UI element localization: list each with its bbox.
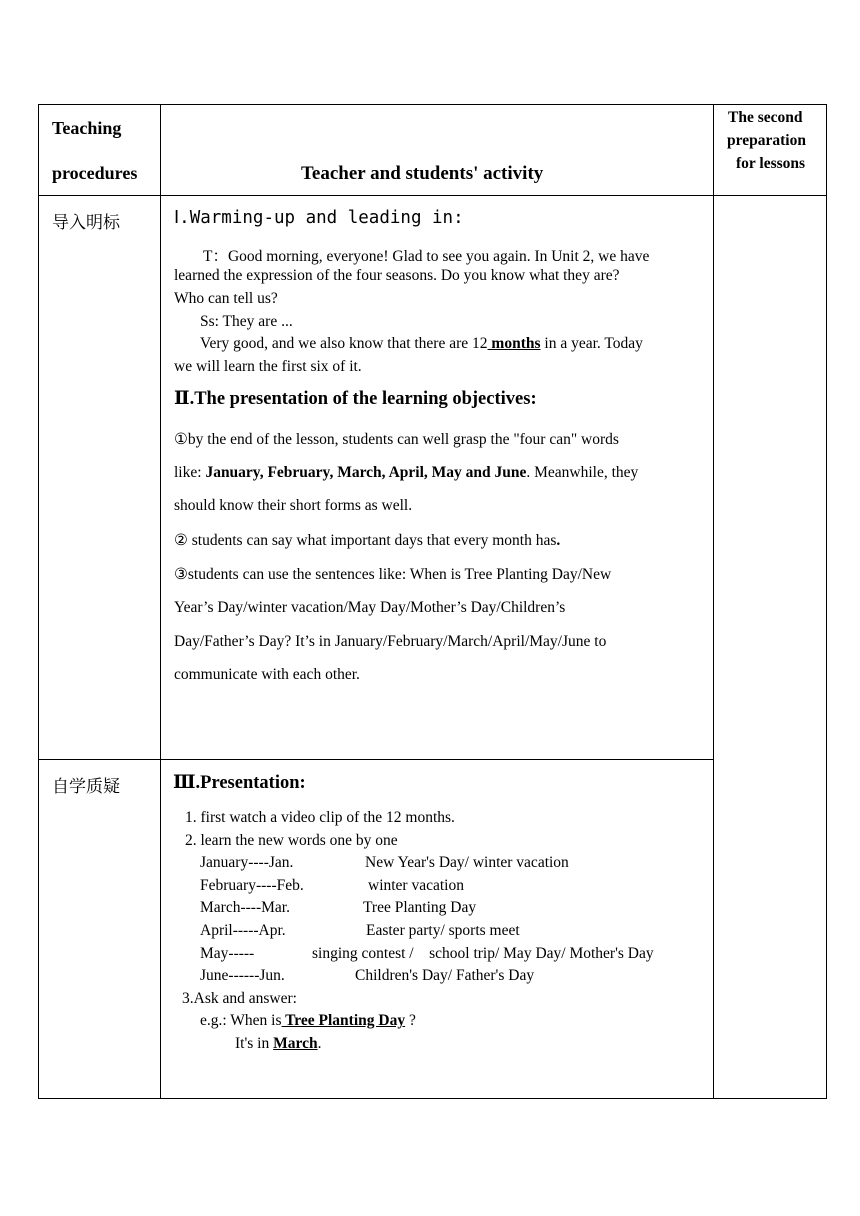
example-q-suffix: ? <box>405 1012 416 1029</box>
section3-title: Ⅲ.Presentation: <box>173 773 306 793</box>
days-feb: winter vacation <box>368 877 464 894</box>
month-mar: March----Mar. <box>200 899 290 916</box>
example-q-prefix: e.g.: When is <box>200 1012 282 1029</box>
header-second-prep-line3: for lessons <box>736 155 806 172</box>
objective-1-months: January, February, March, April, May and June <box>205 464 527 481</box>
row-divider-header <box>38 195 827 196</box>
month-apr: April-----Apr. <box>200 922 286 939</box>
days-may: singing contest / school trip/ May Day/ Mother's Day <box>312 945 654 962</box>
column-divider-1 <box>160 104 161 1099</box>
dialogue-line-1: T：Good morning, everyone! Glad to see you again. In Unit 2, we have <box>203 248 650 265</box>
dialogue-line-4: Ss: They are ... <box>200 313 293 330</box>
days-apr: Easter party/ sports meet <box>366 922 520 939</box>
dialogue-line-5 <box>200 335 643 353</box>
month-may: May----- <box>200 945 255 962</box>
section1-title: Ⅰ.Warming-up and leading in: <box>174 208 464 228</box>
header-procedures-line2: procedures <box>52 163 138 183</box>
dialogue-line-3: Who can tell us? <box>174 290 278 307</box>
month-jan: January----Jan. <box>200 854 294 871</box>
column-divider-2 <box>713 104 714 1099</box>
procedure-label-row2: 自学质疑 <box>52 777 120 797</box>
header-second-prep-line2: preparation <box>727 132 806 149</box>
example-a-prefix: It's in <box>235 1035 274 1052</box>
objective-3-line-b: Year’s Day/winter vacation/May Day/Mother’s Day/Children’s <box>174 599 566 616</box>
example-q-keyword: Tree Planting Day <box>281 1012 406 1029</box>
example-a-suffix: . <box>317 1035 322 1052</box>
days-jun: Children's Day/ Father's Day <box>355 967 535 984</box>
objective-1-suffix: . Meanwhile, they <box>526 464 639 481</box>
month-feb: February----Feb. <box>200 877 304 894</box>
objective-3-line-d: communicate with each other. <box>174 666 360 683</box>
objective-2-text: ② students can say what important days that every month has <box>174 532 557 549</box>
objective-2-end: . <box>556 532 561 549</box>
objective-1-line-b <box>174 464 638 482</box>
objective-1-line-c: should know their short forms as well. <box>174 497 413 514</box>
row-divider-2 <box>38 759 714 760</box>
objective-1-line-a: ①by the end of the lesson, students can well grasp the "four can" words <box>174 431 619 448</box>
header-second-prep-line1: The second <box>728 109 803 126</box>
example-answer <box>235 1035 321 1053</box>
header-procedures-line1: Teaching <box>52 118 122 138</box>
objective-3-line-a: ③students can use the sentences like: When is Tree Planting Day/New <box>174 566 612 583</box>
month-jun: June------Jun. <box>200 967 285 984</box>
dialogue-line-5-a: Very good, and we also know that there are 12 <box>200 335 488 352</box>
days-mar: Tree Planting Day <box>363 899 477 916</box>
procedure-label-row1: 导入明标 <box>52 213 120 233</box>
objective-3-line-c: Day/Father’s Day? It’s in January/February/March/April/May/June to <box>174 633 607 650</box>
dialogue-line-6: we will learn the first six of it. <box>174 358 362 375</box>
header-activity: Teacher and students' activity <box>301 163 544 184</box>
dialogue-line-2: learned the expression of the four seasons. Do you know what they are? <box>174 267 620 284</box>
example-question <box>200 1012 416 1030</box>
step-1: 1. first watch a video clip of the 12 months. <box>185 809 455 826</box>
step-2: 2. learn the new words one by one <box>185 832 398 849</box>
dialogue-line-5-b: in a year. Today <box>540 335 643 352</box>
section2-title: Ⅱ.The presentation of the learning objectives: <box>174 389 537 409</box>
days-jan: New Year's Day/ winter vacation <box>365 854 569 871</box>
objective-1-prefix: like: <box>174 464 206 481</box>
months-keyword: months <box>487 335 541 352</box>
step-3: 3.Ask and answer: <box>182 990 297 1007</box>
example-a-keyword: March <box>273 1035 318 1052</box>
objective-2 <box>174 531 560 550</box>
